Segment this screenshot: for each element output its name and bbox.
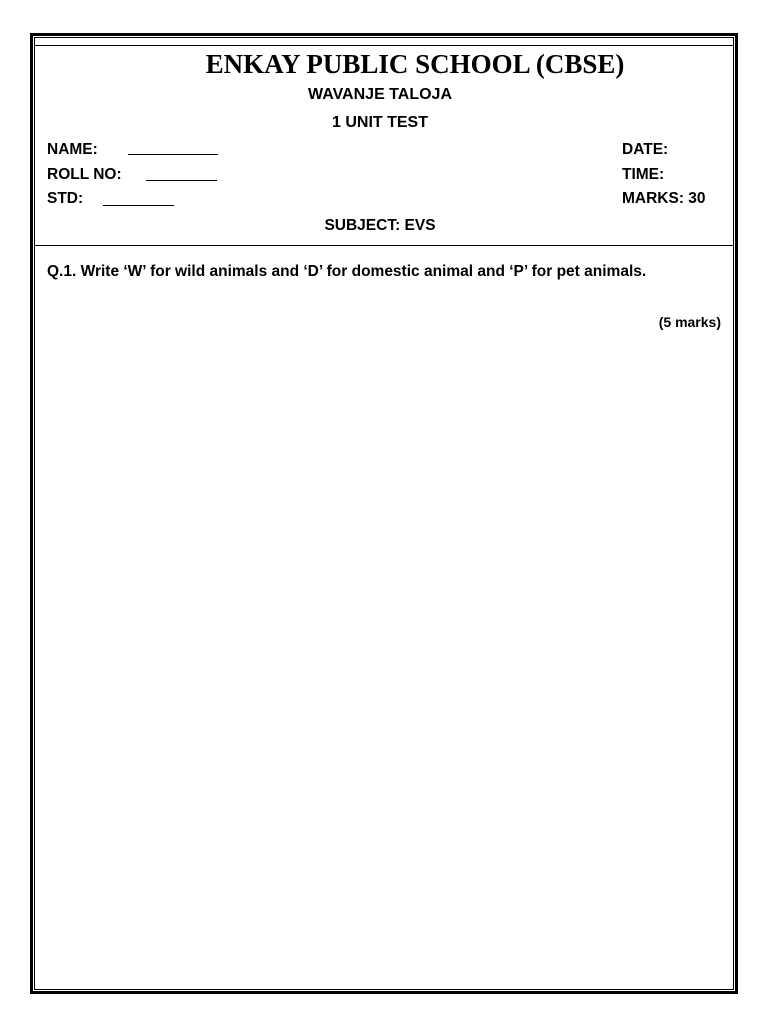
question-1-marks: (5 marks) [658, 314, 721, 330]
header-bottom-rule [34, 245, 734, 246]
marks-label: MARKS: 30 [622, 190, 706, 207]
school-name: ENKAY PUBLIC SCHOOL (CBSE) [205, 49, 625, 79]
test-title: 1 UNIT TEST [331, 114, 428, 131]
time-label: TIME: [622, 166, 665, 183]
subject-label: SUBJECT: EVS [324, 217, 436, 234]
roll-no-blank-line [146, 180, 217, 181]
std-label: STD: [47, 190, 84, 207]
std-blank-line [103, 205, 174, 206]
name-blank-line [128, 154, 218, 155]
roll-no-label: ROLL NO: [47, 166, 122, 183]
date-label: DATE: [622, 141, 669, 158]
header-top-rule [34, 45, 734, 46]
question-1-text: Q.1. Write ‘W’ for wild animals and ‘D’ for domestic animal and ‘P’ for pet animals. [47, 263, 647, 280]
name-label: NAME: [47, 141, 98, 158]
school-location: WAVANJE TALOJA [307, 86, 452, 103]
